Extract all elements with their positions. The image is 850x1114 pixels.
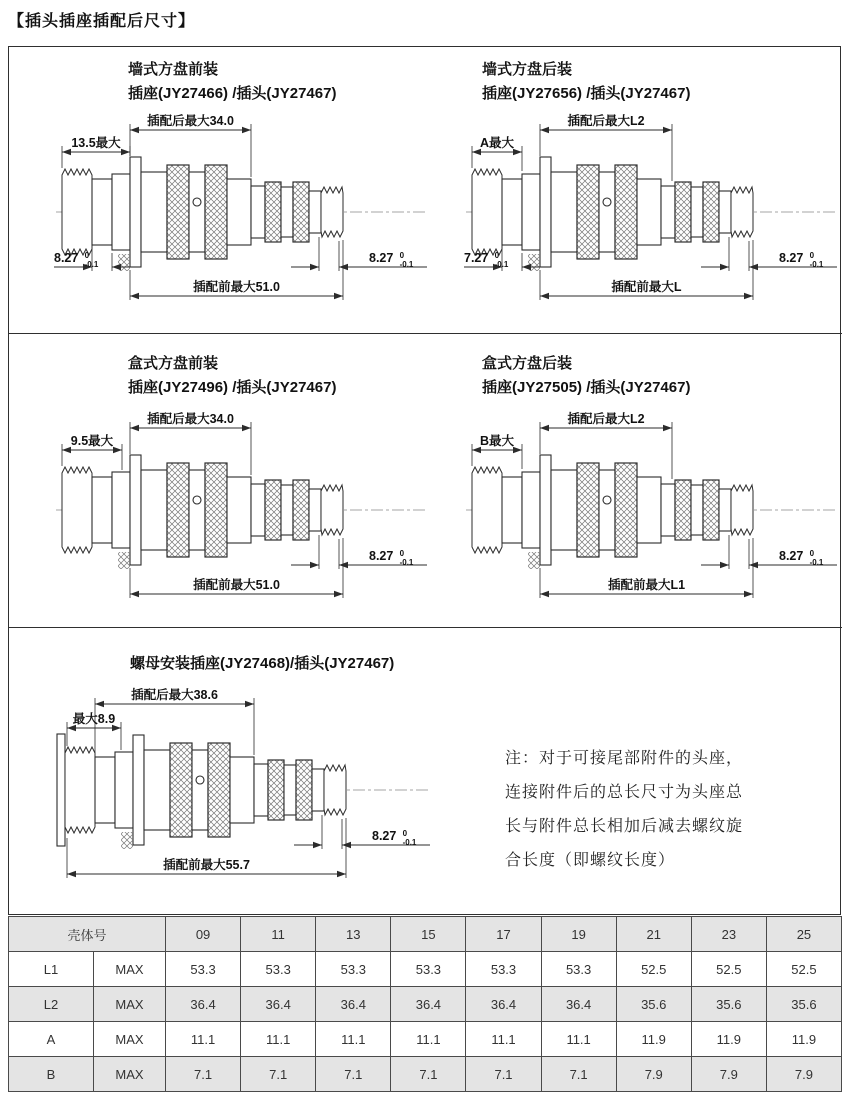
section-divider-2 bbox=[8, 627, 842, 628]
value-cell: 35.6 bbox=[691, 987, 766, 1022]
value-cell: 36.4 bbox=[166, 987, 241, 1022]
section-divider-1 bbox=[8, 333, 842, 334]
dim-label: 8.27 bbox=[369, 251, 394, 265]
value-cell: 35.6 bbox=[616, 987, 691, 1022]
note-line: 连接附件后的总长尺寸为头座总 bbox=[505, 784, 744, 801]
value-cell: 11.9 bbox=[691, 1022, 766, 1057]
param-name-cell: L2 bbox=[9, 987, 94, 1022]
dim-label: 插配前最大51.0 bbox=[193, 280, 280, 294]
shell-size-header: 13 bbox=[316, 917, 391, 952]
part-numbers: 插座(JY27505) /插头(JY27467) bbox=[482, 379, 691, 396]
dim-label: 插配前最大55.7 bbox=[163, 858, 250, 872]
diagram-title-line1: 盒式方盘后装 bbox=[482, 355, 573, 372]
value-cell: 52.5 bbox=[766, 952, 841, 987]
note-line: 长与附件总长相加后减去螺纹旋 bbox=[505, 818, 744, 835]
value-cell: 11.1 bbox=[241, 1022, 316, 1057]
diagram-title-line1: 墙式方盘后装 bbox=[482, 61, 573, 78]
diagram-title-wall-rear bbox=[482, 58, 690, 106]
value-cell: 7.1 bbox=[541, 1057, 616, 1092]
value-cell: 36.4 bbox=[541, 987, 616, 1022]
dim-label: 13.5最大 bbox=[71, 136, 121, 150]
dim-label: 插配后最大34.0 bbox=[147, 412, 234, 426]
shell-size-header: 23 bbox=[691, 917, 766, 952]
diagram-title-box-rear bbox=[482, 352, 690, 400]
dim-tolerance-upper: 0 bbox=[809, 251, 815, 260]
value-cell: 36.4 bbox=[391, 987, 466, 1022]
param-name-cell: L1 bbox=[9, 952, 94, 987]
dim-label: 插配后最大L2 bbox=[567, 412, 645, 426]
value-cell: 53.3 bbox=[466, 952, 541, 987]
value-cell: 11.1 bbox=[316, 1022, 391, 1057]
value-cell: 11.9 bbox=[766, 1022, 841, 1057]
dim-tolerance-lower: -0.1 bbox=[494, 260, 509, 269]
dim-label: 插配前最大L bbox=[611, 280, 682, 294]
part-numbers: 插座(JY27466) /插头(JY27467) bbox=[128, 85, 337, 102]
value-cell: 53.3 bbox=[391, 952, 466, 987]
shell-size-header: 21 bbox=[616, 917, 691, 952]
value-cell: 7.1 bbox=[316, 1057, 391, 1092]
qualifier-cell: MAX bbox=[94, 1022, 166, 1057]
dimension-table bbox=[8, 916, 842, 1092]
value-cell: 36.4 bbox=[466, 987, 541, 1022]
dim-tolerance-upper: 0 bbox=[399, 251, 405, 260]
dim-label: 8.27 bbox=[779, 251, 804, 265]
diagram-title-wall-front bbox=[128, 58, 336, 106]
connector-diagram-jam-nut bbox=[55, 678, 435, 898]
value-cell: 52.5 bbox=[691, 952, 766, 987]
value-cell: 53.3 bbox=[541, 952, 616, 987]
value-cell: 11.9 bbox=[616, 1022, 691, 1057]
shell-size-header: 09 bbox=[166, 917, 241, 952]
dim-tolerance-upper: 0 bbox=[84, 251, 90, 260]
dim-label: 插配前最大51.0 bbox=[193, 578, 280, 592]
value-cell: 11.1 bbox=[541, 1022, 616, 1057]
dim-tolerance-upper: 0 bbox=[809, 549, 815, 558]
value-cell: 7.1 bbox=[391, 1057, 466, 1092]
diagram-title-line1: 盒式方盘前装 bbox=[128, 355, 219, 372]
connector-diagram-wall-rear bbox=[462, 100, 842, 315]
note-text bbox=[505, 742, 825, 878]
value-cell: 36.4 bbox=[316, 987, 391, 1022]
dim-tolerance-lower: -0.1 bbox=[809, 558, 824, 567]
qualifier-cell: MAX bbox=[94, 952, 166, 987]
dim-label: 8.27 bbox=[54, 251, 79, 265]
part-numbers: 插座(JY27496) /插头(JY27467) bbox=[128, 379, 337, 396]
dim-label: 7.27 bbox=[464, 251, 489, 265]
dim-label: 插配前最大L1 bbox=[607, 578, 686, 592]
value-cell: 7.9 bbox=[616, 1057, 691, 1092]
value-cell: 11.1 bbox=[166, 1022, 241, 1057]
shell-size-header: 11 bbox=[241, 917, 316, 952]
dim-label: B最大 bbox=[479, 434, 515, 448]
dim-label: 8.27 bbox=[372, 829, 397, 843]
dim-label: A最大 bbox=[479, 136, 515, 150]
note-line: 合长度（即螺纹长度） bbox=[505, 852, 676, 869]
dim-label: 最大8.9 bbox=[72, 712, 116, 726]
shell-size-header: 25 bbox=[766, 917, 841, 952]
dim-tolerance-upper: 0 bbox=[494, 251, 500, 260]
dim-tolerance-upper: 0 bbox=[399, 549, 405, 558]
dim-tolerance-lower: -0.1 bbox=[809, 260, 824, 269]
shell-size-header: 19 bbox=[541, 917, 616, 952]
dim-label: 9.5最大 bbox=[70, 434, 114, 448]
dim-tolerance-lower: -0.1 bbox=[399, 558, 414, 567]
qualifier-cell: MAX bbox=[94, 1057, 166, 1092]
note-line: 注：对于可接尾部附件的头座， bbox=[505, 750, 744, 767]
value-cell: 7.1 bbox=[466, 1057, 541, 1092]
value-cell: 52.5 bbox=[616, 952, 691, 987]
dim-tolerance-lower: -0.1 bbox=[399, 260, 414, 269]
value-cell: 35.6 bbox=[766, 987, 841, 1022]
value-cell: 11.1 bbox=[466, 1022, 541, 1057]
dim-label: 插配后最大L2 bbox=[567, 114, 645, 128]
dim-label: 8.27 bbox=[779, 549, 804, 563]
diagram-title-box-front bbox=[128, 352, 336, 400]
diagram-title-line1: 墙式方盘前装 bbox=[128, 61, 219, 78]
table-header-shell-label: 壳体号 bbox=[9, 917, 166, 952]
value-cell: 7.1 bbox=[166, 1057, 241, 1092]
diagram-title-jam-nut bbox=[130, 652, 394, 676]
dim-tolerance-lower: -0.1 bbox=[84, 260, 99, 269]
dim-label: 插配后最大34.0 bbox=[147, 114, 234, 128]
shell-size-header: 17 bbox=[466, 917, 541, 952]
dim-label: 插配后最大38.6 bbox=[131, 688, 218, 702]
shell-size-header: 15 bbox=[391, 917, 466, 952]
dim-tolerance-lower: -0.1 bbox=[402, 838, 417, 847]
value-cell: 53.3 bbox=[166, 952, 241, 987]
diagram-title-line1: 螺母安装插座(JY27468)/插头(JY27467) bbox=[130, 655, 395, 672]
value-cell: 7.1 bbox=[241, 1057, 316, 1092]
value-cell: 7.9 bbox=[766, 1057, 841, 1092]
connector-diagram-wall-front bbox=[52, 100, 432, 315]
value-cell: 11.1 bbox=[391, 1022, 466, 1057]
qualifier-cell: MAX bbox=[94, 987, 166, 1022]
param-name-cell: A bbox=[9, 1022, 94, 1057]
connector-diagram-box-front bbox=[52, 398, 432, 613]
part-numbers: 插座(JY27656) /插头(JY27467) bbox=[482, 85, 691, 102]
value-cell: 53.3 bbox=[241, 952, 316, 987]
param-name-cell: B bbox=[9, 1057, 94, 1092]
value-cell: 53.3 bbox=[316, 952, 391, 987]
dim-tolerance-upper: 0 bbox=[402, 829, 408, 838]
connector-diagram-box-rear bbox=[462, 398, 842, 613]
value-cell: 7.9 bbox=[691, 1057, 766, 1092]
value-cell: 36.4 bbox=[241, 987, 316, 1022]
page-title: 【插头插座插配后尺寸】 bbox=[8, 13, 196, 30]
dim-label: 8.27 bbox=[369, 549, 394, 563]
